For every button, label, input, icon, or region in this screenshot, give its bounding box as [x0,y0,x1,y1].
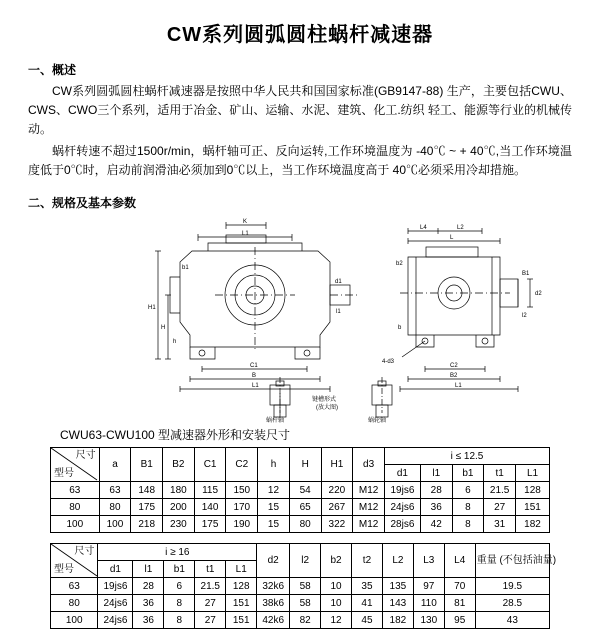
cell: 21.5 [484,482,516,499]
cell: 130 [413,612,444,629]
row-model: 63 [51,482,100,499]
col-header-t1: t1 [195,561,226,578]
col-header-b1: b1 [452,465,484,482]
svg-text:d2: d2 [535,291,542,297]
svg-text:K: K [243,219,248,225]
row-model: 100 [51,612,98,629]
cell: 170 [226,499,258,516]
table-row [51,499,550,516]
cell: M12 [353,482,385,499]
cell: 115 [194,482,226,499]
drawing-caption: CWU63-CWU100 型减速器外形和安装尺寸 [60,428,291,442]
svg-text:b1: b1 [182,265,189,271]
svg-text:B: B [252,373,257,379]
cell: 151 [226,612,257,629]
svg-text:4-d3: 4-d3 [382,359,395,365]
cell: 81 [444,595,475,612]
col-header-l1: l1 [420,465,452,482]
cell: 27 [195,595,226,612]
cell: 27 [195,612,226,629]
col-header-d2: d2 [257,544,290,578]
overview-paragraph-2: 蜗杆转速不超过1500r/min，蜗杆轴可正、反向运转,工作环境温度为 -40℃ ~ + 40℃,当工作环境温度低于0℃时，启动前润滑油必须加到0℃以上，当工作环境温度高于 40℃必须采用冷却措施。 [28,144,572,177]
cell: 8 [452,516,484,533]
cell: 35 [352,578,383,595]
col-header-t1: t1 [484,465,516,482]
cell: 36 [133,612,164,629]
svg-text:L4: L4 [420,225,427,231]
cell: 28js6 [384,516,420,533]
col-header-L4: L4 [444,544,475,578]
cell: 24js6 [384,499,420,516]
cell: 10 [321,578,352,595]
svg-text:C2: C2 [450,363,458,369]
table-row [51,516,550,533]
col-header-H1: H1 [321,448,353,482]
cell: 36 [420,499,452,516]
svg-text:l2: l2 [522,313,527,319]
cell: 8 [164,595,195,612]
cell: 19js6 [98,578,133,595]
cell: 58 [290,595,321,612]
table-row-header-1 [51,448,550,465]
cell: 218 [131,516,163,533]
svg-text:(放大图): (放大图) [316,405,338,411]
table-1-wrapper [0,447,600,533]
cell: 70 [444,578,475,595]
cell: 135 [382,578,413,595]
cell: 58 [290,578,321,595]
cell: 41 [352,595,383,612]
svg-text:d1: d1 [335,279,342,285]
cell: M12 [353,499,385,516]
cell: 220 [321,482,353,499]
cell: 322 [321,516,353,533]
cell: 45 [352,612,383,629]
cell: 38k6 [257,595,290,612]
svg-text:H: H [161,325,166,331]
col-header-L1: L1 [226,561,257,578]
cell: 24js6 [98,595,133,612]
cell: 148 [131,482,163,499]
table-row [51,482,550,499]
cell: 95 [444,612,475,629]
corner-label-model: 型号 [54,468,74,479]
table-row-header-1 [51,544,550,561]
row-model: 80 [51,595,98,612]
col-header-l1: l1 [133,561,164,578]
svg-text:L1: L1 [252,383,259,389]
svg-text:l1: l1 [336,309,341,315]
col-header-B2: B2 [163,448,195,482]
col-header-b1: b1 [164,561,195,578]
cell: 97 [413,578,444,595]
cell: 128 [226,578,257,595]
corner-label-size: 尺寸 [74,546,95,557]
cell: 80 [289,516,321,533]
svg-text:b2: b2 [396,261,403,267]
svg-text:b: b [398,325,402,331]
svg-text:B2: B2 [450,373,458,379]
svg-text:L1: L1 [455,383,462,389]
overview-paragraph-1: CW系列圆弧圆柱蜗杆减速器是按照中华人民共和国国家标准(GB9147-88) 生产，主要包括CWU、CWS、CWO三个系列，适用于冶金、矿山、运输、水泥、建筑、化工.纺织 轻工、能源等行业的机械传动。 [28,84,572,136]
row-model: 80 [51,499,100,516]
cell: 80 [99,499,131,516]
gearbox-technical-drawing [30,217,570,422]
col-header-L2: L2 [382,544,413,578]
cell: 151 [226,595,257,612]
table-corner-cell [51,448,100,482]
svg-text:C1: C1 [250,363,258,369]
section-heading-overview: 一、概述 [28,63,77,77]
col-header-C1: C1 [194,448,226,482]
col-header-t2: t2 [352,544,383,578]
cell: 42k6 [257,612,290,629]
svg-text:蜗杆轴: 蜗杆轴 [266,418,285,424]
cell: 200 [163,499,195,516]
cell: 143 [382,595,413,612]
cell: 182 [516,516,550,533]
svg-text:H1: H1 [148,305,156,311]
cell: 36 [133,595,164,612]
cell: M12 [353,516,385,533]
col-header-C2: C2 [226,448,258,482]
dimensions-table-1 [50,447,550,533]
cell: 15 [258,516,290,533]
svg-text:L1: L1 [242,231,249,237]
col-header-weight: 重量 (不包括油量) [475,544,549,578]
cell: 19.5 [475,578,549,595]
cell: 267 [321,499,353,516]
cell: 12 [321,612,352,629]
cell: 15 [258,499,290,516]
cell: 32k6 [257,578,290,595]
cell: 19js6 [384,482,420,499]
svg-text:B1: B1 [522,271,530,277]
cell: 27 [484,499,516,516]
svg-text:蜗轮轴: 蜗轮轴 [368,418,387,424]
document-page [0,10,600,629]
cell: 182 [382,612,413,629]
page-title: CW系列圆弧圆柱蜗杆减速器 [166,24,434,46]
group-header-ratio-low: i ≤ 12.5 [384,448,549,465]
cell: 175 [194,516,226,533]
cell: 28 [133,578,164,595]
cell: 6 [164,578,195,595]
cell: 180 [163,482,195,499]
table-corner-cell [51,544,98,578]
drawing-svg [30,217,570,422]
corner-label-size: 尺寸 [75,450,96,461]
cell: 110 [413,595,444,612]
col-header-L3: L3 [413,544,444,578]
table-2-wrapper [0,543,600,629]
cell: 65 [289,499,321,516]
svg-text:L: L [450,235,454,241]
col-header-h: h [258,448,290,482]
cell: 6 [452,482,484,499]
col-header-B1: B1 [131,448,163,482]
cell: 175 [131,499,163,516]
cell: 24js6 [98,612,133,629]
col-header-a: a [99,448,131,482]
row-model: 100 [51,516,100,533]
svg-text:键槽形式: 键槽形式 [312,397,337,403]
svg-text:h: h [173,339,177,345]
cell: 100 [99,516,131,533]
cell: 63 [99,482,131,499]
corner-label-model: 型号 [54,564,74,575]
cell: 128 [516,482,550,499]
cell: 28 [420,482,452,499]
cell: 28.5 [475,595,549,612]
cell: 150 [226,482,258,499]
cell: 8 [164,612,195,629]
svg-text:L2: L2 [457,225,464,231]
cell: 54 [289,482,321,499]
cell: 140 [194,499,226,516]
col-header-d1: d1 [384,465,420,482]
dimensions-table-2 [50,543,557,629]
cell: 42 [420,516,452,533]
col-header-d3: d3 [353,448,385,482]
cell: 21.5 [195,578,226,595]
cell: 12 [258,482,290,499]
table-row [51,578,550,595]
cell: 8 [452,499,484,516]
cell: 82 [290,612,321,629]
col-header-l2: l2 [290,544,321,578]
cell: 43 [475,612,549,629]
table-row [51,595,550,612]
col-header-d1: d1 [98,561,133,578]
col-header-b2: b2 [321,544,352,578]
cell: 10 [321,595,352,612]
group-header-ratio-high: i ≥ 16 [98,544,257,561]
col-header-L1: L1 [516,465,550,482]
row-model: 63 [51,578,98,595]
cell: 190 [226,516,258,533]
table-row [51,612,550,629]
cell: 230 [163,516,195,533]
cell: 31 [484,516,516,533]
section-heading-specs: 二、规格及基本参数 [28,196,137,210]
cell: 151 [516,499,550,516]
col-header-H: H [289,448,321,482]
